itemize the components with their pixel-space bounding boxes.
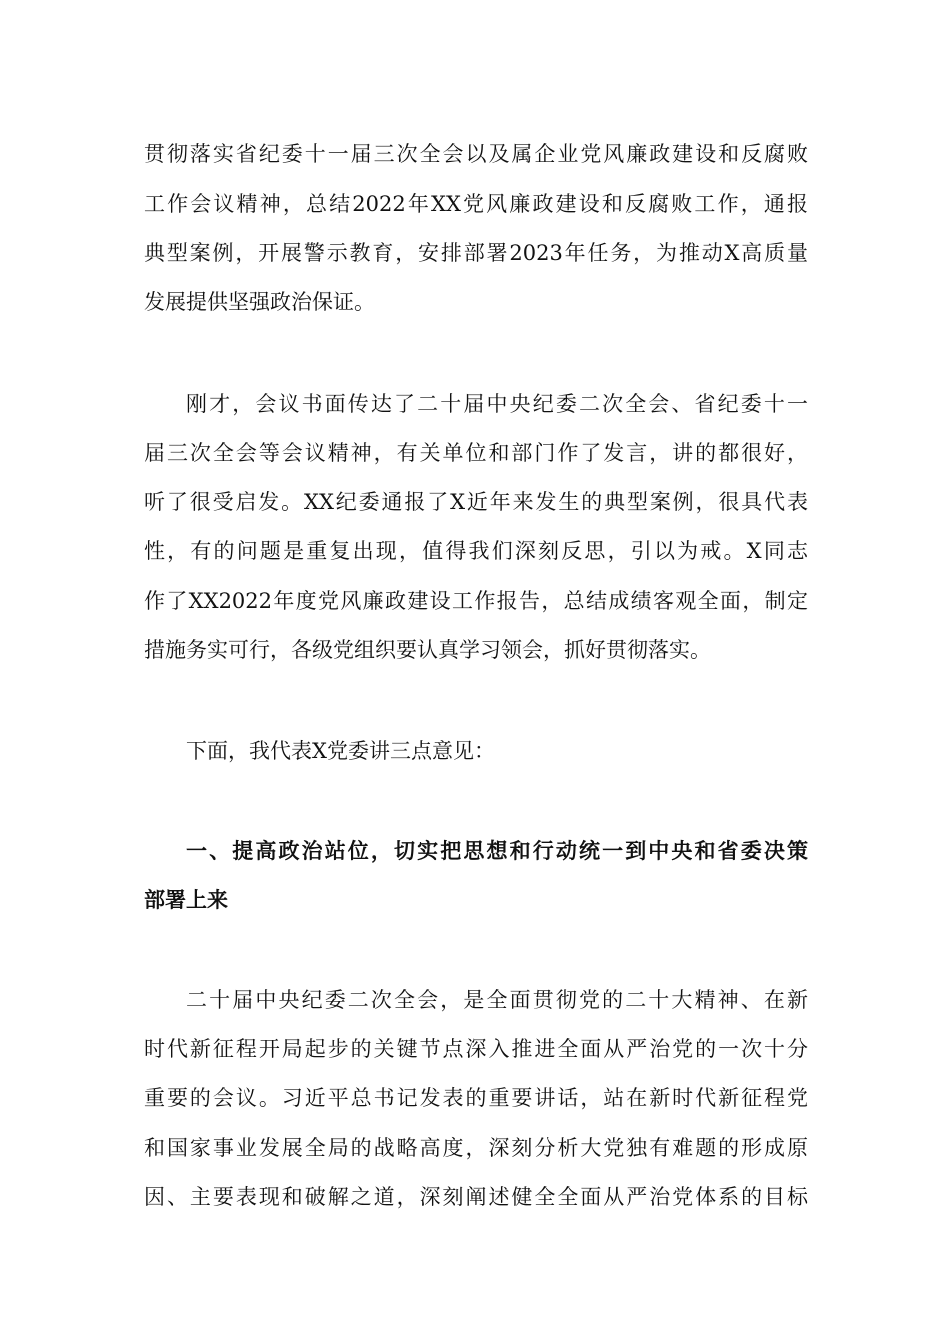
paragraph-4-line-5: 因、主要表现和破解之道，深刻阐述健全全面从严治党体系的目标: [144, 1185, 808, 1209]
paragraph-1-line-2: 工作会议精神，总结2022年XX党风廉政建设和反腐败工作，通报: [144, 192, 808, 216]
section-heading-line-2: 部署上来: [144, 888, 228, 912]
paragraph-2-line-6: 措施务实可行，各级党组织要认真学习领会，抓好贯彻落实。: [144, 638, 711, 662]
paragraph-4-line-1: 二十届中央纪委二次全会，是全面贯彻党的二十大精神、在新: [186, 988, 808, 1012]
paragraph-1-line-4: 发展提供坚强政治保证。: [144, 290, 375, 314]
paragraph-3-line-1: 下面，我代表X党委讲三点意见：: [186, 739, 495, 763]
paragraph-1-line-3: 典型案例，开展警示教育，安排部署2023年任务，为推动X高质量: [144, 241, 808, 265]
paragraph-2-line-4: 性，有的问题是重复出现，值得我们深刻反思，引以为戒。X同志: [144, 539, 808, 563]
paragraph-4-line-4: 和国家事业发展全局的战略高度，深刻分析大党独有难题的形成原: [144, 1136, 808, 1160]
paragraph-1-line-1: 贯彻落实省纪委十一届三次全会以及属企业党风廉政建设和反腐败: [144, 142, 808, 166]
paragraph-2-line-2: 届三次全会等会议精神，有关单位和部门作了发言，讲的都很好，: [144, 441, 808, 465]
paragraph-4-line-3: 重要的会议。习近平总书记发表的重要讲话，站在新时代新征程党: [144, 1086, 808, 1110]
paragraph-2-line-1: 刚才，会议书面传达了二十届中央纪委二次全会、省纪委十一: [186, 392, 808, 416]
paragraph-2-line-3: 听了很受启发。XX纪委通报了X近年来发生的典型案例，很具代表: [144, 490, 808, 514]
paragraph-2-line-5: 作了XX2022年度党风廉政建设工作报告，总结成绩客观全面，制定: [144, 589, 808, 613]
paragraph-4-line-2: 时代新征程开局起步的关键节点深入推进全面从严治党的一次十分: [144, 1037, 808, 1061]
section-heading-line-1: 一、提高政治站位，切实把思想和行动统一到中央和省委决策: [186, 839, 808, 863]
